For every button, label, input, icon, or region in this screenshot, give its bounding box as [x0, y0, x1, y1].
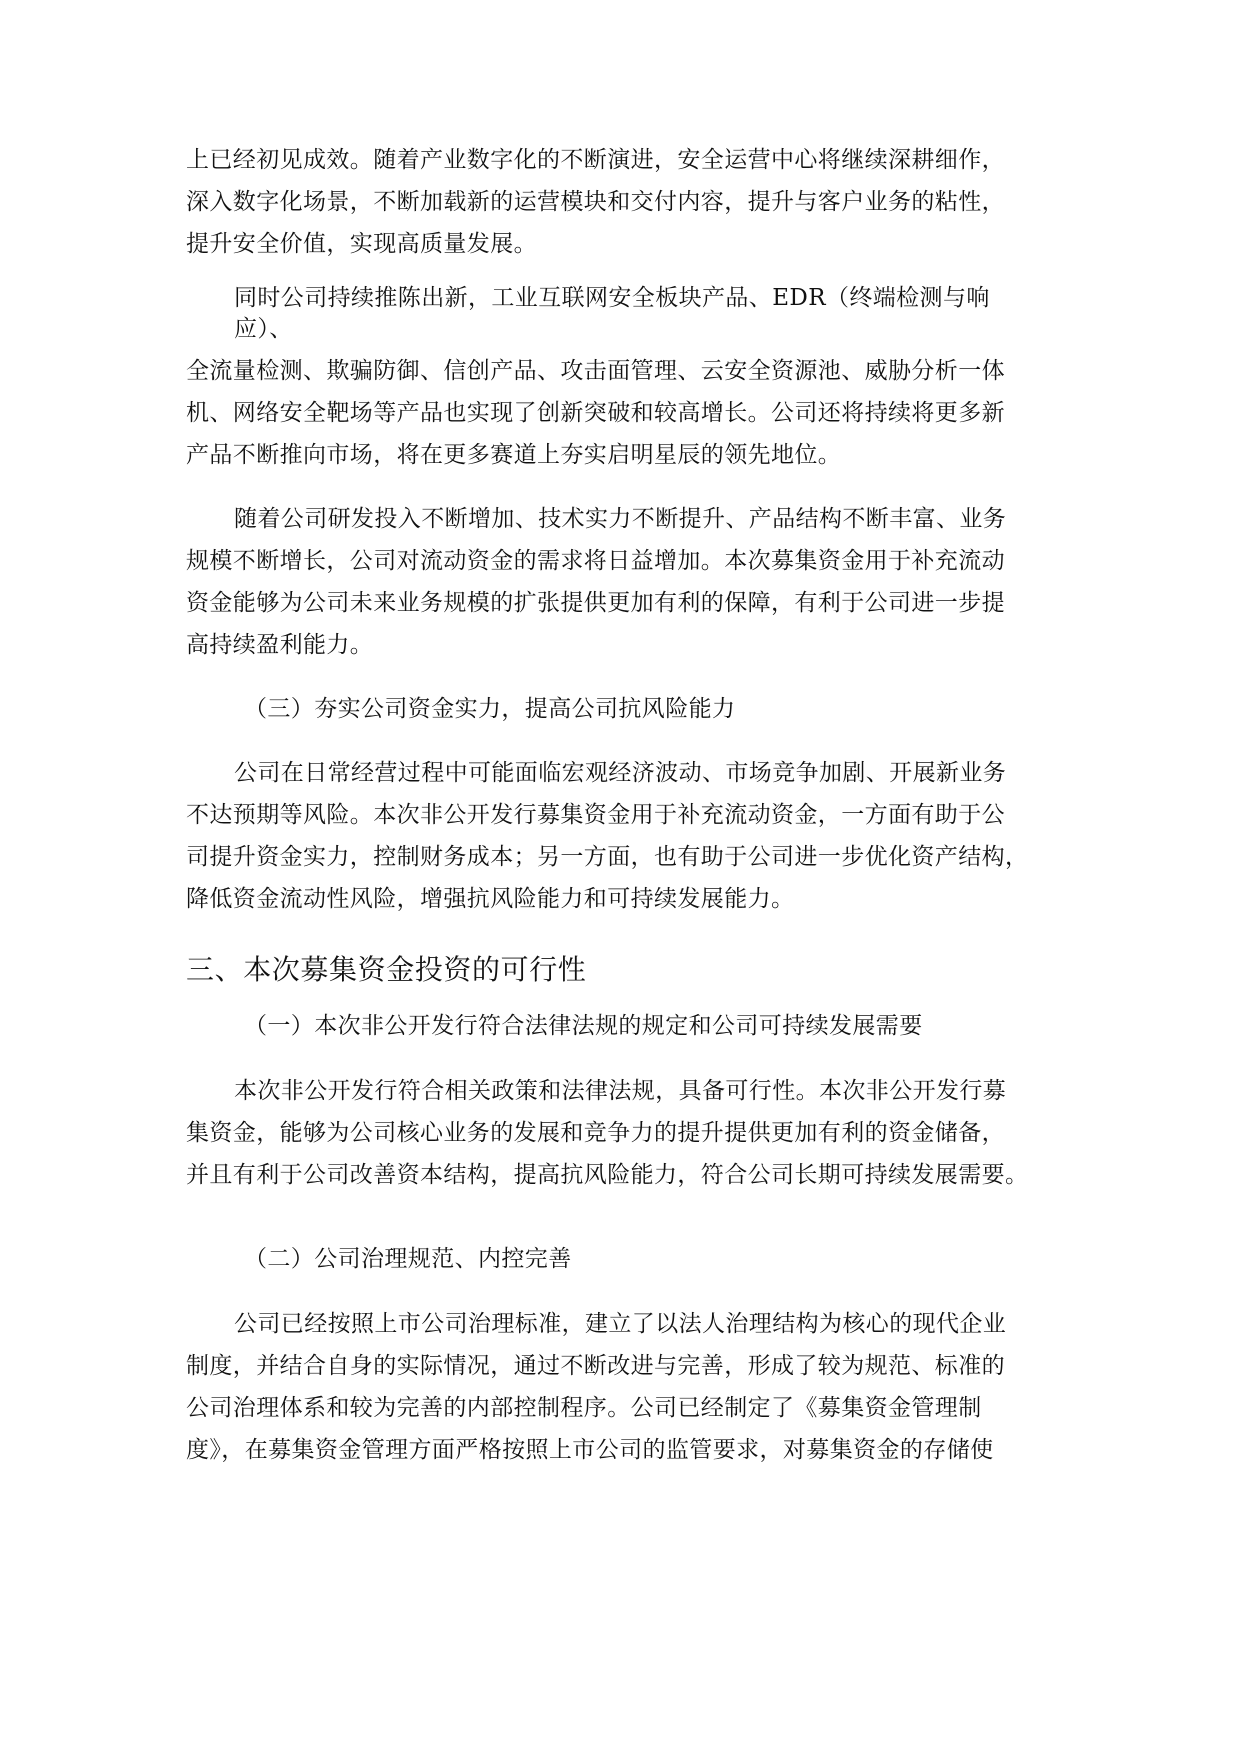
paragraph-line: 公司已经按照上市公司治理标准，建立了以法人治理结构为核心的现代企业	[234, 1311, 1007, 1337]
paragraph-line: 机、网络安全靶场等产品也实现了创新突破和较高增长。公司还将持续将更多新	[186, 400, 1005, 426]
paragraph-line: 集资金，能够为公司核心业务的发展和竞争力的提升提供更加有利的资金储备，	[186, 1120, 1005, 1146]
paragraph-line: 提升安全价值，实现高质量发展。	[186, 231, 537, 257]
subheading-three: （三）夯实公司资金实力，提高公司抗风险能力	[244, 696, 736, 722]
subheading-one: （一）本次非公开发行符合法律法规的规定和公司可持续发展需要	[244, 1013, 923, 1039]
paragraph-line: 全流量检测、欺骗防御、信创产品、攻击面管理、云安全资源池、威胁分析一体	[186, 358, 1005, 384]
paragraph-line: 降低资金流动性风险，增强抗风险能力和可持续发展能力。	[186, 886, 795, 912]
paragraph-line: 上已经初见成效。随着产业数字化的不断演进，安全运营中心将继续深耕细作，	[186, 147, 1005, 173]
paragraph-line: 公司治理体系和较为完善的内部控制程序。公司已经制定了《募集资金管理制	[186, 1395, 982, 1421]
paragraph-line: 度》，在募集资金管理方面严格按照上市公司的监管要求，对募集资金的存储使	[186, 1437, 994, 1463]
paragraph-line: 深入数字化场景，不断加载新的运营模块和交付内容，提升与客户业务的粘性，	[186, 189, 1005, 215]
paragraph-line: 制度，并结合自身的实际情况，通过不断改进与完善，形成了较为规范、标准的	[186, 1353, 1005, 1379]
paragraph-line: 同时公司持续推陈出新，工业互联网安全板块产品、EDR（终端检测与响	[234, 285, 990, 311]
paragraph-line: 司提升资金实力，控制财务成本；另一方面，也有助于公司进一步优化资产结构，	[186, 844, 1029, 870]
paragraph-line: 并且有利于公司改善资本结构，提高抗风险能力，符合公司长期可持续发展需要。	[186, 1162, 1029, 1188]
section-heading: 三、本次募集资金投资的可行性	[186, 953, 587, 986]
paragraph-line: 产品不断推向市场，将在更多赛道上夯实启明星辰的领先地位。	[186, 442, 842, 468]
paragraph-line: 随着公司研发投入不断增加、技术实力不断提升、产品结构不断丰富、业务	[234, 506, 1007, 532]
paragraph-line: 不达预期等风险。本次非公开发行募集资金用于补充流动资金，一方面有助于公	[186, 802, 1005, 828]
subheading-two: （二）公司治理规范、内控完善	[244, 1246, 572, 1272]
paragraph-line: 应）、	[234, 316, 293, 342]
paragraph-line: 本次非公开发行符合相关政策和法律法规，具备可行性。本次非公开发行募	[234, 1078, 1007, 1104]
paragraph-line: 规模不断增长，公司对流动资金的需求将日益增加。本次募集资金用于补充流动	[186, 548, 1005, 574]
paragraph-line: 高持续盈利能力。	[186, 632, 374, 658]
paragraph-line: 资金能够为公司未来业务规模的扩张提供更加有利的保障，有利于公司进一步提	[186, 590, 1005, 616]
paragraph-line: 公司在日常经营过程中可能面临宏观经济波动、市场竞争加剧、开展新业务	[234, 760, 1007, 786]
